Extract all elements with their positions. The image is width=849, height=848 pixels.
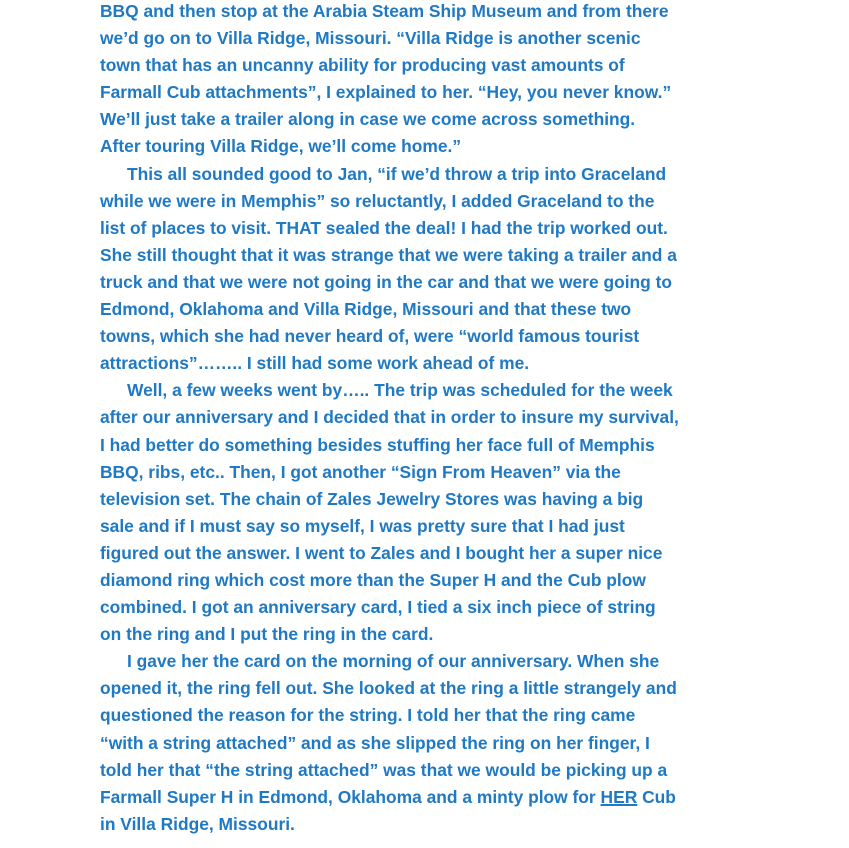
- text-line: told her that “the string attached” was that we would be picking up a: [100, 759, 668, 780]
- paragraph-start-line: I gave her the card on the morning of our anniversary. When she: [127, 651, 660, 672]
- text-line: after our anniversary and I decided that in order to insure my survival,: [100, 407, 679, 428]
- text-line: Farmall Cub attachments”, I explained to her. “Hey, you never know.”: [100, 82, 672, 103]
- text-line: truck and that we were not going in the car and that we were going to: [100, 271, 673, 292]
- text-line: television set. The chain of Zales Jewelry Stores was having a big: [100, 488, 644, 509]
- text-line: in Villa Ridge, Missouri.: [100, 813, 295, 834]
- text-line: list of places to visit. THAT sealed the deal! I had the trip worked out.: [100, 217, 668, 238]
- text-line-with-underline: [100, 784, 840, 811]
- text-line: combined. I got an anniversary card, I tied a six inch piece of string: [100, 597, 656, 618]
- text-line: towns, which she had never heard of, were “world famous tourist: [100, 326, 640, 347]
- text-line: We’ll just take a trailer along in case we come across something.: [100, 109, 636, 130]
- text-segment: Farmall Super H in Edmond, Oklahoma and a minty plow for: [100, 786, 601, 807]
- text-line: sale and if I must say so myself, I was pretty sure that I had just: [100, 515, 625, 536]
- text-line: on the ring and I put the ring in the card.: [100, 624, 434, 645]
- text-line: we’d go on to Villa Ridge, Missouri. “Villa Ridge is another scenic: [100, 28, 641, 49]
- text-line: I had better do something besides stuffing her face full of Memphis: [100, 434, 655, 455]
- text-line: attractions”…….. I still had some work ahead of me.: [100, 353, 530, 374]
- text-line: questioned the reason for the string. I told her that the ring came: [100, 705, 636, 726]
- text-line: “with a string attached” and as she slipped the ring on her finger, I: [100, 732, 650, 753]
- text-line: BBQ and then stop at the Arabia Steam Ship Museum and from there: [100, 1, 669, 21]
- text-line: After touring Villa Ridge, we’ll come home.”: [100, 136, 462, 157]
- text-line: while we were in Memphis” so reluctantly, I added Graceland to the: [100, 190, 655, 211]
- text-line: figured out the answer. I went to Zales and I bought her a super nice: [100, 542, 663, 563]
- paragraph-start-line: This all sounded good to Jan, “if we’d throw a trip into Graceland: [127, 163, 667, 184]
- text-line: BBQ, ribs, etc.. Then, I got another “Sign From Heaven” via the: [100, 461, 621, 482]
- text-line: She still thought that it was strange that we were taking a trailer and a: [100, 244, 677, 265]
- paragraph-start-line: Well, a few weeks went by….. The trip was scheduled for the week: [127, 380, 673, 401]
- text-line: diamond ring which cost more than the Super H and the Cub plow: [100, 569, 646, 590]
- text-segment: Cub: [637, 786, 676, 807]
- text-line: Edmond, Oklahoma and Villa Ridge, Missouri and that these two: [100, 299, 632, 320]
- text-line: opened it, the ring fell out. She looked at the ring a little strangely and: [100, 678, 677, 699]
- underlined-word: HER: [600, 786, 638, 807]
- document-text: [100, 0, 840, 838]
- text-line: town that has an uncanny ability for producing vast amounts of: [100, 55, 625, 76]
